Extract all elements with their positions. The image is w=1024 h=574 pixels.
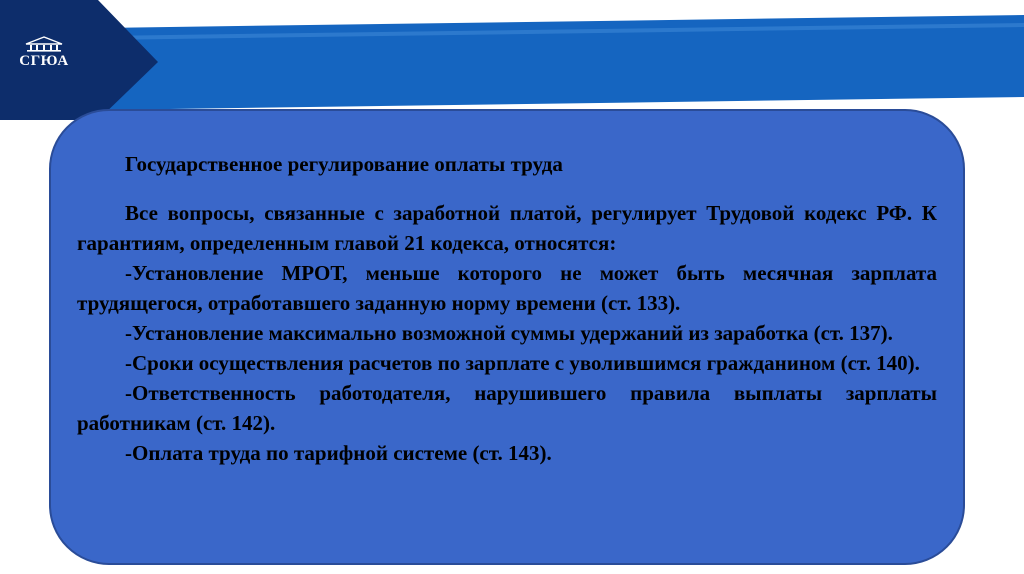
list-item-mrot: -Установление МРОТ, меньше которого не может быть месячная зарплата трудящегося, отработавшего заданную норму времени (ст. 133).: [77, 261, 937, 315]
list-item-deductions: -Установление максимально возможной суммы удержаний из заработка (ст. 137).: [125, 321, 893, 345]
sgua-logo: [12, 36, 76, 84]
list-item-tariff-system: -Оплата труда по тарифной системе (ст. 143).: [125, 441, 552, 465]
content-panel: [49, 109, 965, 565]
header-banner: [0, 0, 1024, 120]
header-blue-stripe: [98, 15, 1024, 110]
paragraph-intro: Все вопросы, связанные с заработной платой, регулирует Трудовой кодекс РФ. К гарантиям, определенным главой 21 кодекса, относятся:: [77, 201, 937, 255]
list-item-settlement-terms: -Сроки осуществления расчетов по зарплате с уволившимся гражданином (ст. 140).: [125, 351, 920, 375]
list-item-employer-liability: -Ответственность работодателя, нарушившего правила выплаты зарплаты работникам (ст. 142).: [77, 381, 937, 435]
logo-text: СГЮА: [19, 53, 69, 69]
institution-building-icon: [24, 36, 64, 52]
slide-title: Государственное регулирование оплаты труда: [125, 152, 563, 176]
